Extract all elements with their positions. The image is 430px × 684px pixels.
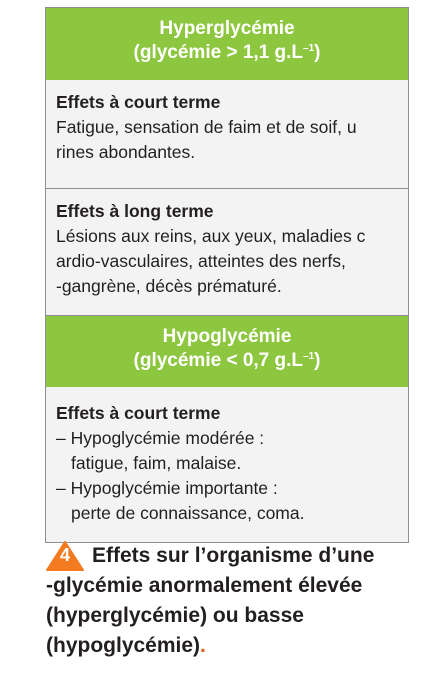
hypoglycemia-title: Hypoglycémie [162, 326, 292, 347]
hyper-short-term-cell [46, 80, 408, 189]
hypo-short-term-title: Effets à court terme [56, 403, 221, 423]
hypo-short-term-line: – Hypoglycémie importante : [56, 478, 278, 498]
hyper-long-term-cell [46, 189, 408, 316]
glycemia-table [45, 7, 409, 543]
hypo-short-term-line: perte de connaissance, coma. [71, 503, 305, 523]
hyperglycemia-threshold: (glycémie > 1,1 $g.L^{-1}$) [133, 42, 321, 63]
hyper-long-term-title: Effets à long terme [56, 201, 214, 221]
hyper-long-term-line: Lésions aux reins, aux yeux, maladies c [56, 226, 366, 246]
hypo-short-term-line: fatigue, faim, malaise. [71, 453, 242, 473]
hypoglycemia-header [46, 316, 408, 387]
hypo-short-term-line: – Hypoglycémie modérée : [56, 428, 265, 448]
hyper-short-term-line: rines abondantes. [56, 142, 196, 162]
caption-period: . [200, 634, 206, 657]
hyperglycemia-header [46, 8, 408, 80]
caption-line [46, 541, 426, 571]
caption-line-1: Effets sur l’organisme d’une [92, 544, 375, 567]
caption-line-2: -glycémie anormalement élevée [46, 574, 363, 597]
hyper-short-term-line: Fatigue, sensation de faim et de soif, u [56, 117, 357, 137]
figure-number-badge-icon [46, 541, 84, 571]
hyper-long-term-line: ardio-vasculaires, atteintes des nerfs, [56, 251, 346, 271]
caption-line-4: (hypoglycémie). [46, 634, 206, 657]
figure-number: 4 [59, 545, 70, 565]
hypo-short-term-cell [46, 387, 408, 542]
figure-caption [46, 541, 426, 661]
hyper-short-term-title: Effets à court terme [56, 92, 221, 112]
hyperglycemia-title: Hyperglycémie [159, 18, 295, 39]
hypoglycemia-threshold: (glycémie < 0,7 $g.L^{-1}$) [133, 350, 321, 371]
hyper-long-term-line: -gangrène, décès prématuré. [56, 276, 282, 296]
caption-line-3: (hyperglycémie) ou basse [46, 604, 304, 627]
